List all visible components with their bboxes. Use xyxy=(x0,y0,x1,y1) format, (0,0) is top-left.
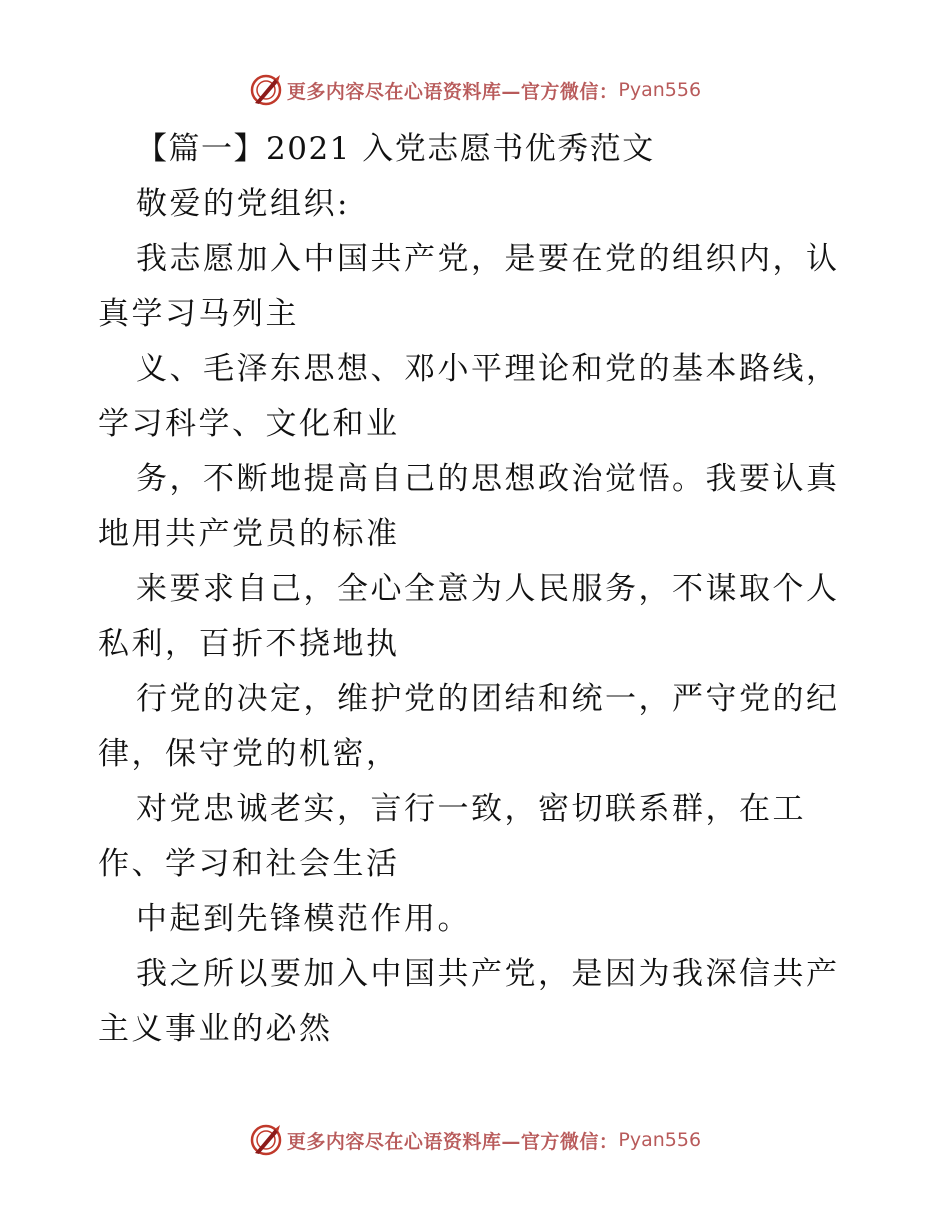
paragraph-line: 地用共产党员的标准 xyxy=(98,516,400,552)
header-banner xyxy=(0,70,950,110)
document-body xyxy=(98,122,858,1057)
banner-text: 更多内容尽在心语资料库—官方微信： xyxy=(286,80,619,103)
paragraph-line: 我志愿加入中国共产党，是要在党的组织内，认 xyxy=(136,241,840,277)
document-title: 【篇一】2021 入党志愿书优秀范文 xyxy=(136,131,655,167)
paragraph-line: 来要求自己，全心全意为人民服务，不谋取个人 xyxy=(136,571,840,607)
wechat-id: Pyan556 xyxy=(618,1129,702,1151)
paragraph-line: 中起到先锋模范作用。 xyxy=(136,901,471,937)
paragraph-line: 律，保守党的机密， xyxy=(98,736,400,772)
paragraph-line: 作、学习和社会生活 xyxy=(98,846,400,882)
paragraph-line: 真学习马列主 xyxy=(98,296,299,332)
wechat-id: Pyan556 xyxy=(618,79,702,101)
quill-seal-icon xyxy=(249,73,283,107)
salutation: 敬爱的党组织: xyxy=(136,186,350,222)
paragraph-line: 务，不断地提高自己的思想政治觉悟。我要认真 xyxy=(136,461,840,497)
paragraph-line: 私利，百折不挠地执 xyxy=(98,626,400,662)
paragraph-line: 义、毛泽东思想、邓小平理论和党的基本路线， xyxy=(136,351,840,387)
quill-seal-icon xyxy=(249,1123,283,1157)
paragraph-line: 行党的决定，维护党的团结和统一，严守党的纪 xyxy=(136,681,840,717)
paragraph-line: 主义事业的必然 xyxy=(98,1011,333,1047)
banner-text: 更多内容尽在心语资料库—官方微信： xyxy=(286,1130,619,1153)
paragraph-line: 我之所以要加入中国共产党，是因为我深信共产 xyxy=(136,956,840,992)
paragraph-line: 学习科学、文化和业 xyxy=(98,406,400,442)
footer-banner xyxy=(0,1120,950,1160)
paragraph-line: 对党忠诚老实，言行一致，密切联系群，在工 xyxy=(136,791,806,827)
